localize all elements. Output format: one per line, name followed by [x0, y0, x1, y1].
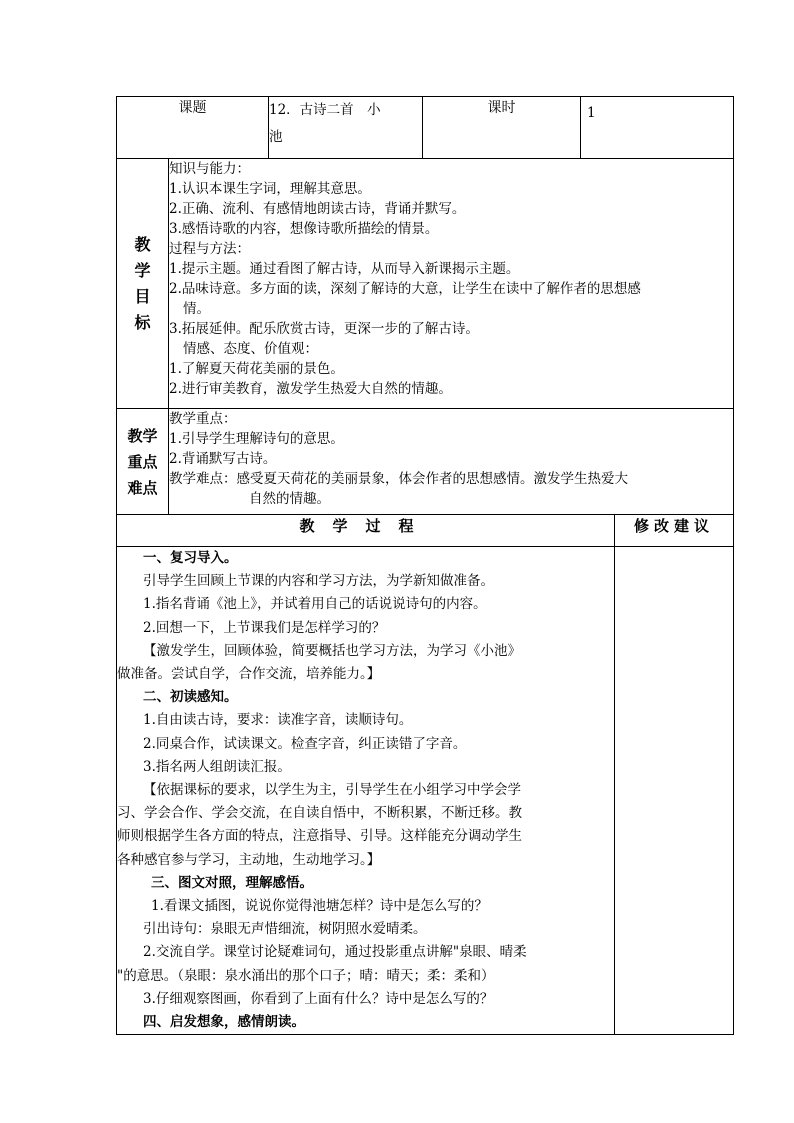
process-header-text: 教学过程	[299, 517, 432, 535]
lesson-title-cell	[269, 97, 423, 159]
process-line: 做准备。尝试自学，合作交流，培养能力。】	[117, 666, 381, 683]
process-content	[117, 547, 615, 1035]
process-line: "的意思。（泉眼：泉水涌出的那个口子；晴：晴天；柔：柔和）	[117, 967, 495, 984]
focus-line: 教学难点：感受夏天荷花的美丽景象，体会作者的思想感情。激发学生热爱大	[169, 471, 628, 487]
title-label-text: 课题	[178, 100, 207, 116]
focus-line: 教学重点：	[169, 411, 237, 427]
lesson-plan-table	[116, 96, 734, 1035]
goals-line: 3.感悟诗歌的内容，想像诗歌所描绘的情景。	[169, 221, 439, 237]
goals-label-char: 标	[134, 312, 151, 332]
focus-label	[117, 409, 169, 515]
process-line: 引出诗句：泉眼无声惜细流，树阴照水爱晴柔。	[143, 921, 427, 938]
process-line: 2.回想一下，上节课我们是怎样学习的？	[143, 619, 386, 636]
goals-row	[117, 159, 734, 409]
goals-line: 2.进行审美教育，激发学生热爱大自然的情趣。	[169, 381, 452, 397]
process-line: 【依据课标的要求，以学生为主，引导学生在小组学习中学会学	[143, 782, 521, 799]
goals-line: 3.拓展延伸。配乐欣赏古诗，更深一步的了解古诗。	[169, 321, 479, 337]
hours-value-text: 1	[587, 105, 596, 121]
focus-line: 1.引导学生理解诗句的意思。	[169, 431, 344, 447]
hours-label	[423, 97, 581, 159]
process-line: 各种感官参与学习，主动地，生动地学习。】	[117, 851, 381, 868]
process-line: 师则根据学生各方面的特点，注意指导、引导。这样能充分调动学生	[117, 828, 522, 845]
goals-line: 过程与方法：	[169, 241, 250, 257]
goals-label-char: 学	[134, 260, 151, 280]
goals-line: 1.了解夏天荷花美丽的景色。	[169, 361, 344, 377]
revision-notes-cell	[615, 547, 734, 1035]
goals-label-char: 教	[134, 234, 151, 254]
goals-label-char: 目	[134, 286, 151, 306]
process-header-row	[117, 515, 734, 547]
goals-line: 2.品味诗意。多方面的读，深刻了解诗的大意，让学生在读中了解作者的思想感	[169, 281, 641, 297]
process-line: 1.自由读古诗，要求：读准字音，读顺诗句。	[143, 712, 413, 729]
process-section-heading: 一、复习导入。	[143, 550, 238, 566]
revision-header	[615, 515, 734, 547]
process-line: 3.仔细观察图画，你看到了上面有什么？诗中是怎么写的？	[143, 990, 494, 1007]
header-row	[117, 97, 734, 159]
title-label	[117, 97, 269, 159]
process-line: 2.交流自学。课堂讨论疑难词句，通过投影重点讲解"泉眼、晴柔	[143, 944, 527, 961]
goals-line: 1.提示主题。通过看图了解古诗，从而导入新课揭示主题。	[169, 261, 520, 277]
focus-content	[169, 409, 734, 515]
process-line: 习、学会合作、学会交流，在自读自悟中，不断积累，不断迁移。教	[117, 805, 522, 822]
process-line: 3.指名两人组朗读汇报。	[143, 758, 291, 775]
process-header	[117, 515, 615, 547]
goals-line: 情。	[183, 301, 210, 317]
process-row	[117, 547, 734, 1035]
focus-label-line: 难点	[127, 478, 158, 497]
process-line: 1.指名背诵《池上》，并试着用自己的话说说诗句的内容。	[143, 596, 487, 613]
goals-label	[117, 159, 169, 409]
goals-line: 知识与能力：	[169, 161, 250, 177]
process-line: 1.看课文插图，说说你觉得池塘怎样？诗中是怎么写的？	[151, 898, 488, 915]
revision-header-text: 修改建议	[633, 517, 714, 535]
focus-row	[117, 409, 734, 515]
process-line: 【激发学生，回顾体验，简要概括也学习方法，为学习《小池》	[143, 642, 521, 659]
goals-content	[169, 159, 734, 409]
goals-line: 1.认识本课生字词，理解其意思。	[169, 181, 371, 197]
focus-line: 自然的情趣。	[249, 491, 330, 507]
lesson-title-line1: 12．古诗二首 小	[269, 102, 381, 118]
goals-line: 2.正确、流利、有感情地朗读古诗，背诵并默写。	[169, 201, 466, 217]
process-line: 引导学生回顾上节课的内容和学习方法，为学新知做准备。	[143, 573, 494, 590]
process-section-heading: 三、图文对照，理解感悟。	[151, 874, 313, 891]
hours-label-text: 课时	[487, 100, 516, 116]
process-line: 2.同桌合作，试读课文。检查字音，纠正读错了字音。	[143, 735, 467, 752]
lesson-title-line2: 池	[269, 129, 283, 145]
focus-label-line: 教学	[127, 426, 158, 445]
process-section-heading: 四、启发想象，感情朗读。	[143, 1014, 305, 1031]
process-section-heading: 二、初读感知。	[143, 689, 238, 706]
focus-label-line: 重点	[127, 452, 158, 471]
focus-line: 2.背诵默写古诗。	[169, 451, 277, 467]
goals-line: 情感、态度、价值观：	[183, 341, 318, 357]
hours-value	[581, 97, 734, 159]
